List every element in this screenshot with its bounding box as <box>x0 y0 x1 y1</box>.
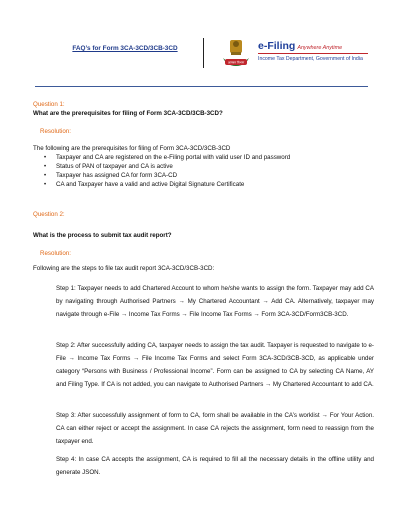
q1-question: What are the prerequisites for filing of Form 3CA-3CD/3CB-3CD? <box>33 110 223 117</box>
q1-bullet-4: CA and Taxpayer have a valid and active Digital Signature Certificate <box>56 181 245 188</box>
q1-intro: The following are the prerequisites for filing of Form 3CA-3CD/3CB-3CD <box>33 145 231 152</box>
q1-resolution-label: Resolution: <box>40 128 71 135</box>
header-divider <box>203 38 204 68</box>
q2-intro: Following are the steps to file tax audit report 3CA-3CD/3CB-3CD: <box>33 265 215 272</box>
efiling-logo <box>258 40 342 52</box>
q1-label: Question 1: <box>33 101 65 108</box>
q2-step-3: Step 3: After successfully assignment of form to CA, form shall be available in the CA’s worklist → For Your Action. CA can either reject or accept the assignment. In case CA rejects the assignment, form need to reassign from the taxpayer end. <box>56 412 374 445</box>
q1-bullet-2: Status of PAN of taxpayer and CA is active <box>56 163 173 170</box>
efiling-brand: e-Filing <box>258 40 296 52</box>
department-name: Income Tax Department, Government of India <box>258 56 363 62</box>
q2-step-2: Step 2: After successfully adding CA, taxpayer needs to assign the tax audit. Taxpayer is requested to navigate to e-File → Income Tax Forms → File Income Tax Forms and select Form 3CA-3CD/3CB-3CD, as applicable under category “Persons with Business / Professional Income”. Form can be assigned to CA by selecting CA Name, AY and Filing Type. If CA is not added, you can navigate to Authorised Partners → My Chartered Accountant to add CA. <box>56 342 374 388</box>
bullet-icon: • <box>44 155 47 161</box>
q2-label: Question 2: <box>33 211 65 218</box>
document-title: FAQ’s for Form 3CA-3CD/3CB-3CD <box>72 45 178 52</box>
q2-step-4: Step 4: In case CA accepts the assignment, CA is required to fill all the necessary details in the offline utility and generate JSON. <box>56 456 374 476</box>
logo-underline <box>258 53 368 54</box>
q1-bullet-3: Taxpayer has assigned CA for form 3CA-CD <box>56 172 178 179</box>
national-emblem-icon <box>221 38 251 70</box>
svg-text:आयकर विभाग: आयकर विभाग <box>227 60 245 65</box>
q2-step-1: Step 1: Taxpayer needs to add Chartered Account to whom he/she wants to assign the form. Taxpayer may add CA by navigating through Authorised Partners → My Chartered Accountant → Add CA. Alternatively, taxpayer may navigate through e-File → Income Tax Forms → File Income Tax Forms → Form 3CA-3CD/Form3CB-3CD. <box>56 285 374 318</box>
bullet-icon: • <box>44 164 47 170</box>
bullet-icon: • <box>44 173 47 179</box>
q2-resolution-label: Resolution: <box>40 250 71 257</box>
q2-question: What is the process to submit tax audit report? <box>33 232 172 239</box>
header-rule <box>35 86 368 87</box>
bullet-icon: • <box>44 182 47 188</box>
efiling-tagline: Anywhere Anytime <box>297 45 343 51</box>
q1-bullet-1: Taxpayer and CA are registered on the e-Filing portal with valid user ID and password <box>56 154 291 161</box>
